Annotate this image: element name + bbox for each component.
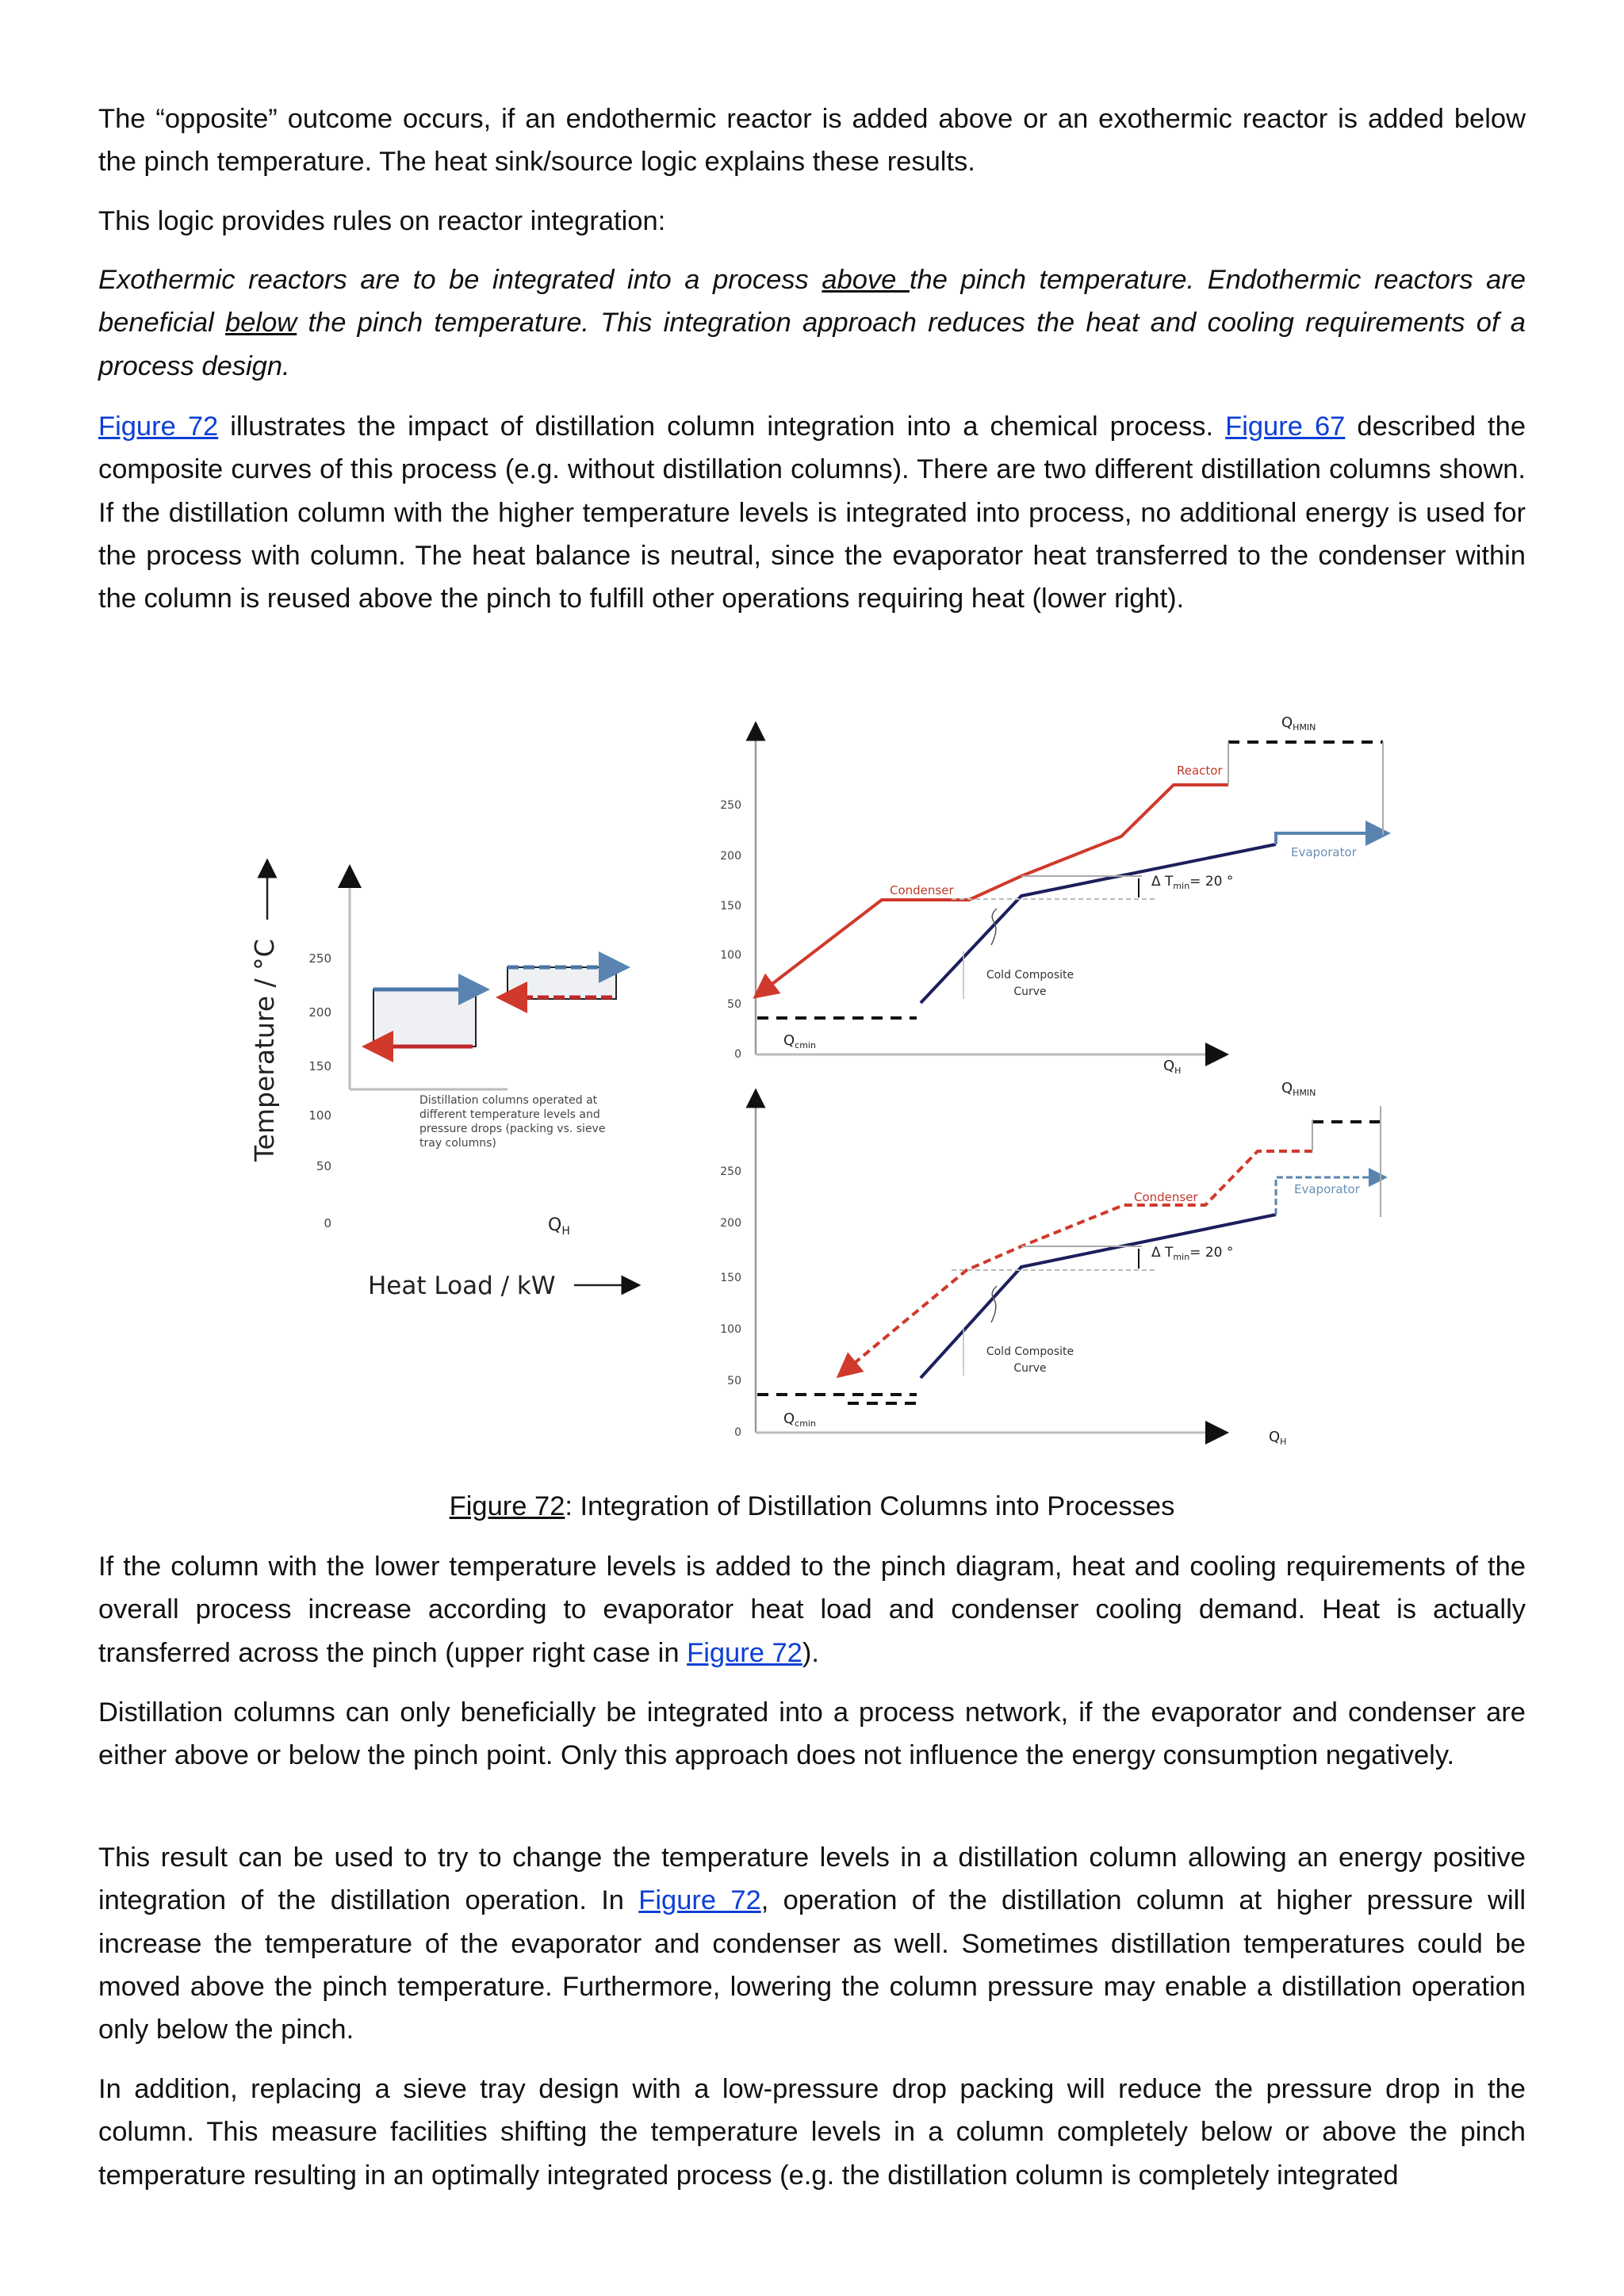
heat-load-axis-label: Heat Load / kW	[368, 1272, 556, 1300]
figure-72-link-2[interactable]: Figure 72	[687, 1637, 802, 1668]
svg-text:200: 200	[720, 1217, 741, 1230]
p4-text-b: described the composite curves of this process (e.g. without distillation columns). There are two different distillation columns shown. If the distillation column with the higher temperature levels is integrated into process, no additional energy is used for the process with column. The heat balance is neutral, since the evaporator heat transferred to the condenser within the column is reused above the pinch to fulfill other operations requiring heat (lower right).	[98, 411, 1526, 614]
bottom-cold-leader	[991, 1286, 997, 1322]
bottom-dtmin-label: Δ $T_{min}= 20$ °	[1151, 1245, 1234, 1262]
paragraph-beneficial-integration: Distillation columns can only beneficially be integrated into a process network, if the evaporator and condenser are either above or below the pinch point. Only this approach does not influence the energy consumption negatively.	[98, 1697, 1526, 1771]
svg-text:50: 50	[316, 1159, 331, 1173]
top-qh-label: $Q_H$	[1163, 1058, 1182, 1076]
svg-text:100: 100	[720, 1323, 741, 1336]
svg-text:150: 150	[720, 900, 741, 913]
bottom-condenser-label: Condenser	[1134, 1190, 1198, 1204]
svg-text:50: 50	[727, 998, 741, 1011]
caption-text: : Integration of Distillation Columns into Processes	[565, 1491, 1175, 1521]
svg-text:0: 0	[324, 1216, 331, 1230]
rule-text-b: the pinch temperature. Endothermic reactors are beneficial	[98, 265, 1526, 339]
top-dtmin-label: Δ $T_{min}= 20$ °	[1151, 874, 1234, 891]
rule-text-a: Exothermic reactors are to be integrated into a process	[98, 265, 822, 295]
bottom-cold-curve-label-2: Curve	[1013, 1362, 1047, 1375]
svg-text:tray columns): tray columns)	[419, 1137, 496, 1150]
left-qh-label: $Q_H$	[548, 1215, 570, 1238]
p5-text-a: If the column with the lower temperature levels is added to the pinch diagram, heat and cooling requirements of the overall process increase according to evaporator heat load and condenser cooling demand. Heat is actually transferred across the pinch (upper right case in	[98, 1552, 1526, 1668]
bottom-hot-composite-curve	[846, 1151, 1312, 1370]
bottom-qhmin-label: $Q_{HMIN}$	[1281, 1080, 1316, 1098]
figure-72-link-3[interactable]: Figure 72	[638, 1885, 761, 1916]
svg-text:200: 200	[308, 1005, 331, 1020]
caption-figure-link[interactable]: Figure 72	[449, 1491, 565, 1521]
top-qhmin-label: $Q_{HMIN}$	[1281, 714, 1316, 733]
svg-text:0: 0	[734, 1426, 741, 1439]
figure-72-link[interactable]: Figure 72	[98, 411, 219, 442]
column-box-high	[508, 967, 616, 999]
rule-above: above	[822, 265, 910, 295]
rule-text-c: the pinch temperature. This integration approach reduces the heat and cooling requirements of a process design.	[98, 308, 1526, 381]
svg-text:250: 250	[720, 799, 741, 812]
p5-text-b: ).	[802, 1637, 819, 1668]
svg-text:different temperature levels a: different temperature levels and	[419, 1108, 600, 1121]
top-evaporator-arrow	[1276, 833, 1378, 844]
paragraph-sieve-tray-packing: In addition, replacing a sieve tray design with a low-pressure drop packing will reduce the pressure drop in the column. This measure facilities shifting the temperature levels in a column completely below or above the pinch temperature resulting in an optimally integrated process (e.g. the distillation column is completely integrated	[98, 2074, 1526, 2191]
svg-text:pressure drops (packing vs. si: pressure drops (packing vs. sieve	[419, 1123, 606, 1135]
svg-text:250: 250	[720, 1165, 741, 1178]
figure-72-caption	[0, 1485, 1624, 1528]
top-cold-composite-curve	[921, 844, 1276, 1003]
temperature-axis-label: Temperature / °C	[249, 939, 280, 1161]
top-evaporator-label: Evaporator	[1291, 845, 1357, 859]
top-reactor-label: Reactor	[1177, 763, 1223, 778]
top-cold-curve-label-2: Curve	[1013, 985, 1047, 998]
p7-text-b: , operation of the distillation column at higher pressure will increase the temperature of the evaporator and condenser as well. Sometimes distillation temperatures could be moved above the pinch temperature. Furthermore, lowering the column pressure may enable a distillation operation only below the pinch.	[98, 1885, 1526, 2045]
left-panel-note	[419, 1094, 605, 1150]
svg-text:250: 250	[308, 951, 331, 966]
bottom-panel-composite-curves	[720, 1080, 1381, 1447]
column-box-low	[373, 989, 476, 1047]
p7-text-a: This result can be used to try to change the temperature levels in a distillation column allowing an energy positive integration of the distillation operation. In	[98, 1843, 1526, 1916]
svg-text:0: 0	[734, 1048, 741, 1061]
bottom-cold-curve-label-1: Cold Composite	[986, 1345, 1074, 1358]
p4-text-a: illustrates the impact of distillation column integration into a chemical process.	[218, 411, 1226, 442]
top-cold-curve-label-1: Cold Composite	[986, 969, 1074, 982]
paragraph-lower-temperature-column	[98, 1545, 1526, 1674]
bottom-qcmin-label: $Q_{cmin}$	[783, 1410, 816, 1429]
paragraph-reactor-rules-intro: This logic provides rules on reactor integration:	[98, 206, 666, 236]
svg-text:100: 100	[308, 1108, 331, 1123]
rule-below: below	[225, 308, 297, 339]
svg-text:50: 50	[727, 1375, 741, 1387]
figure-67-link[interactable]: Figure 67	[1225, 411, 1346, 442]
paragraph-opposite-outcome: The “opposite” outcome occurs, if an endothermic reactor is added above or an exothermic reactor is added below the pinch temperature. The heat sink/source logic explains these results.	[98, 104, 1526, 178]
svg-text:Distillation columns operated: Distillation columns operated at	[419, 1094, 598, 1107]
bottom-y-ticks	[720, 1165, 741, 1439]
svg-text:100: 100	[720, 949, 741, 962]
bottom-evaporator-label: Evaporator	[1294, 1182, 1360, 1196]
top-y-ticks	[720, 799, 741, 1061]
svg-text:150: 150	[720, 1272, 741, 1284]
bottom-qh-label: $Q_H$	[1269, 1429, 1287, 1447]
left-y-ticks	[308, 951, 331, 1230]
left-panel-distillation-columns	[249, 868, 631, 1300]
top-panel-composite-curves	[720, 714, 1383, 1076]
paragraph-temperature-levels	[98, 1836, 1526, 2051]
svg-text:200: 200	[720, 850, 741, 863]
svg-text:150: 150	[308, 1059, 331, 1073]
bottom-cold-composite-curve	[921, 1215, 1276, 1378]
top-qcmin-label: $Q_{cmin}$	[783, 1032, 816, 1050]
top-condenser-label: Condenser	[890, 883, 954, 897]
